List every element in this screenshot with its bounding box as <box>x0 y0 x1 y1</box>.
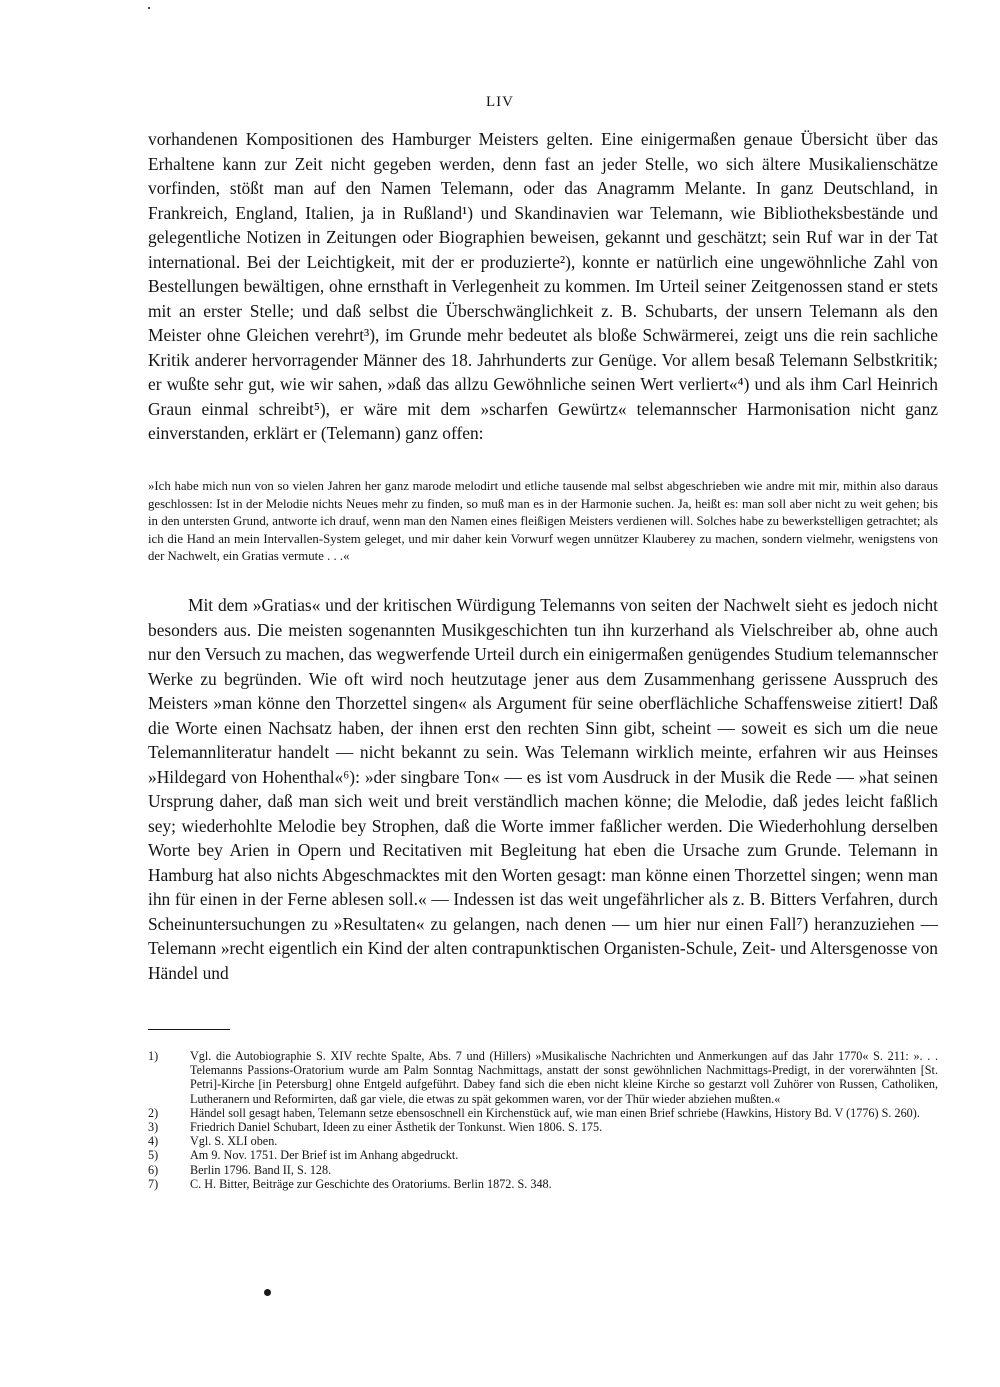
footnote <box>148 1049 938 1106</box>
footnote-separator-rule <box>148 1029 230 1030</box>
footnote-mark: 2) <box>148 1105 159 1120</box>
footnote-mark: 7) <box>148 1176 159 1191</box>
footnote <box>148 1106 938 1120</box>
footnote-text: Berlin 1796. Band II, S. 128. <box>190 1162 332 1177</box>
page-number: LIV <box>486 94 514 110</box>
footnote <box>148 1177 938 1191</box>
footnote-mark: 1) <box>148 1049 159 1063</box>
footnote-mark: 6) <box>148 1162 159 1177</box>
footnote-mark: 5) <box>148 1148 159 1163</box>
main-text-block-2 <box>148 593 938 985</box>
footnote-mark: 4) <box>148 1134 159 1149</box>
footnote-text: Am 9. Nov. 1751. Der Brief ist im Anhang abgedruckt. <box>190 1148 459 1163</box>
body-paragraph-2: Mit dem »Gratias« und der kritischen Würdigung Telemanns von seiten der Nachwelt sieht es jedoch nicht besonders aus. Die meisten sogenannten Musikgeschichten tun ihn kurzerhand als Vielschreiber ab, ohne auch nur den Versuch zu machen, das wegwerfende Urteil durch ein einigermaßen genügendes Studium telemannscher Werke zu begründen. Wie oft wird noch heutzutage jener aus dem Zusammenhang gerissene Ausspruch des Meisters »man könne den Thorzettel singen« als Argument für seine oberflächliche Schaffensweise zitiert! Daß die Worte einen Nachsatz haben, der ihnen erst den rechten Sinn gibt, scheint — soweit es sich um die neue Telemannliteratur handelt — nicht bekannt zu sein. Was Telemann wirklich meinte, erfahren wir aus Heinses »Hildegard von Hohenthal«⁶): »der singbare Ton« — es ist vom Ausdruck in der Musik die Rede — »hat seinen Ursprung daher, daß man sich weit und breit verständlich machen könne; die Melodie, daß jedes leicht faßlich sey; wiederhohlte Melodie bey Strophen, daß die Worte immer faßlicher werden. Die Wiederhohlung derselben Worte bey Arien in Opern und Recitativen mit Begleitung hat eben die Ursache zum Grunde. Telemann in Hamburg hat also nichts Abgeschmacktes mit den Worten gesagt: man könne einen Thorzettel singen; wenn man ihn für einen in der Ferne ablesen soll.« — Indessen ist das weit ungefährlicher als z. B. Bitters Verfahren, durch Scheinuntersuchungen zu »Resultaten« zu gelangen, nach denen — um hier nur einen Fall⁷) heranzuziehen — Telemann »recht eigentlich ein Kind der alten contrapunktischen Organisten-Schule, Zeit- und Altersgenosse von Händel und <box>148 595 938 983</box>
footnote <box>148 1148 938 1162</box>
footnote-text: Friedrich Daniel Schubart, Ideen zu einer Ästhetik der Tonkunst. Wien 1806. S. 175. <box>190 1120 603 1135</box>
body-paragraph-1: vorhandenen Kompositionen des Hamburger Meisters gelten. Eine einigermaßen genaue Übersicht über das Erhaltene kann zur Zeit nicht gegeben werden, denn fast an jeder Stelle, wo sich ältere Musikalienschätze vorfinden, stößt man auf den Namen Telemann, oder das Anagramm Melante. In ganz Deutschland, in Frankreich, England, Italien, ja in Rußland¹) und Skandinavien war Telemann, wie Bibliotheksbestände und gelegentliche Notizen in Zeitungen oder Biographien beweisen, gekannt und geschätzt; sein Ruf war in der Tat international. Bei der Leichtigkeit, mit der er produzierte²), konnte er natürlich eine ungewöhnliche Zahl von Bestellungen bewältigen, ohne ernsthaft in Verlegenheit zu kommen. Im Urteil seiner Zeitgenossen stand er stets mit an erster Stelle; und daß selbst die Überschwänglichkeit z. B. Schubarts, der unsern Telemann als den Meister ohne Gleichen verehrt³), im Grunde mehr bedeutet als bloße Schwärmerei, zeigt uns die rein sachliche Kritik anderer hervorragender Männer des 18. Jahrhunderts zur Genüge. Vor allem besaß Telemann Selbstkritik; er wußte sehr gut, wie wir sahen, »daß das allzu Gewöhnliche seinen Wert verliert«⁴) und als ihm Carl Heinrich Graun einmal schreibt⁵), er wäre mit dem »scharfen Gewürtz« telemannscher Harmonisation nicht ganz einverstanden, erklärt er (Telemann) ganz offen: <box>148 129 938 443</box>
ink-dot <box>264 1289 271 1296</box>
footnote-text: Vgl. die Autobiographie S. XIV rechte Spalte, Abs. 7 und (Hillers) »Musikalische Nachrichten und Anmerkungen auf das Jahr 1770« S. 211: ». . . Telemanns Passions-Oratorium wurde am Palm Sonntag Nachmittags, anstatt der sonst gewöhnlichen Nachmittags-Predigt, in der vorerwähnten [St. Petri]-Kirche [in Petersburg] ohne Entgeld aufgeführt. Dabey fand sich die eben nicht kleine Kirche so gestarzt voll Zuhörer von Russen, Catholiken, Lutheranern und Reformirten, daß gar viele, die etwas zu spät gekommen waren, vor der Thür wieder abziehen mußten.« <box>190 1049 938 1106</box>
footnote-text: Händel soll gesagt haben, Telemann setze ebensoschnell ein Kirchenstück auf, wie man einen Brief schriebe (Hawkins, History Bd. V (1776) S. 260). <box>190 1105 920 1120</box>
footnotes-block <box>148 1049 938 1191</box>
footnote-text: C. H. Bitter, Beiträge zur Geschichte des Oratoriums. Berlin 1872. S. 348. <box>190 1176 552 1191</box>
main-text-block <box>148 127 938 446</box>
print-speck <box>148 7 150 9</box>
footnote <box>148 1120 938 1134</box>
footnote-text: Vgl. S. XLI oben. <box>190 1134 278 1149</box>
footnote-mark: 3) <box>148 1120 159 1135</box>
block-quotation <box>148 478 938 566</box>
footnote <box>148 1134 938 1148</box>
footnote <box>148 1163 938 1177</box>
quotation-text: »Ich habe mich nun von so vielen Jahren her ganz marode melodirt und etliche tausende mal selbst abgeschrieben wie andre mit mir, mithin also daraus geschlossen: Ist in der Melodie nichts Neues mehr zu finden, so muß man es in der Harmonie suchen. Ja, heißt es: man soll aber nicht zu weit gehen; bis in den untersten Grund, antworte ich drauf, wenn man den Namen eines fleißigen Meisters verdienen will. Solches habe zu bewerkstelligen getrachtet; als ich die Hand an mein Intervallen-System geleget, und mir daher kein Vorwurf wegen unnützer Klauberey zu machen, sondern vielmehr, wenigstens von der Nachwelt, ein Gratias vermute . . .« <box>148 479 938 564</box>
